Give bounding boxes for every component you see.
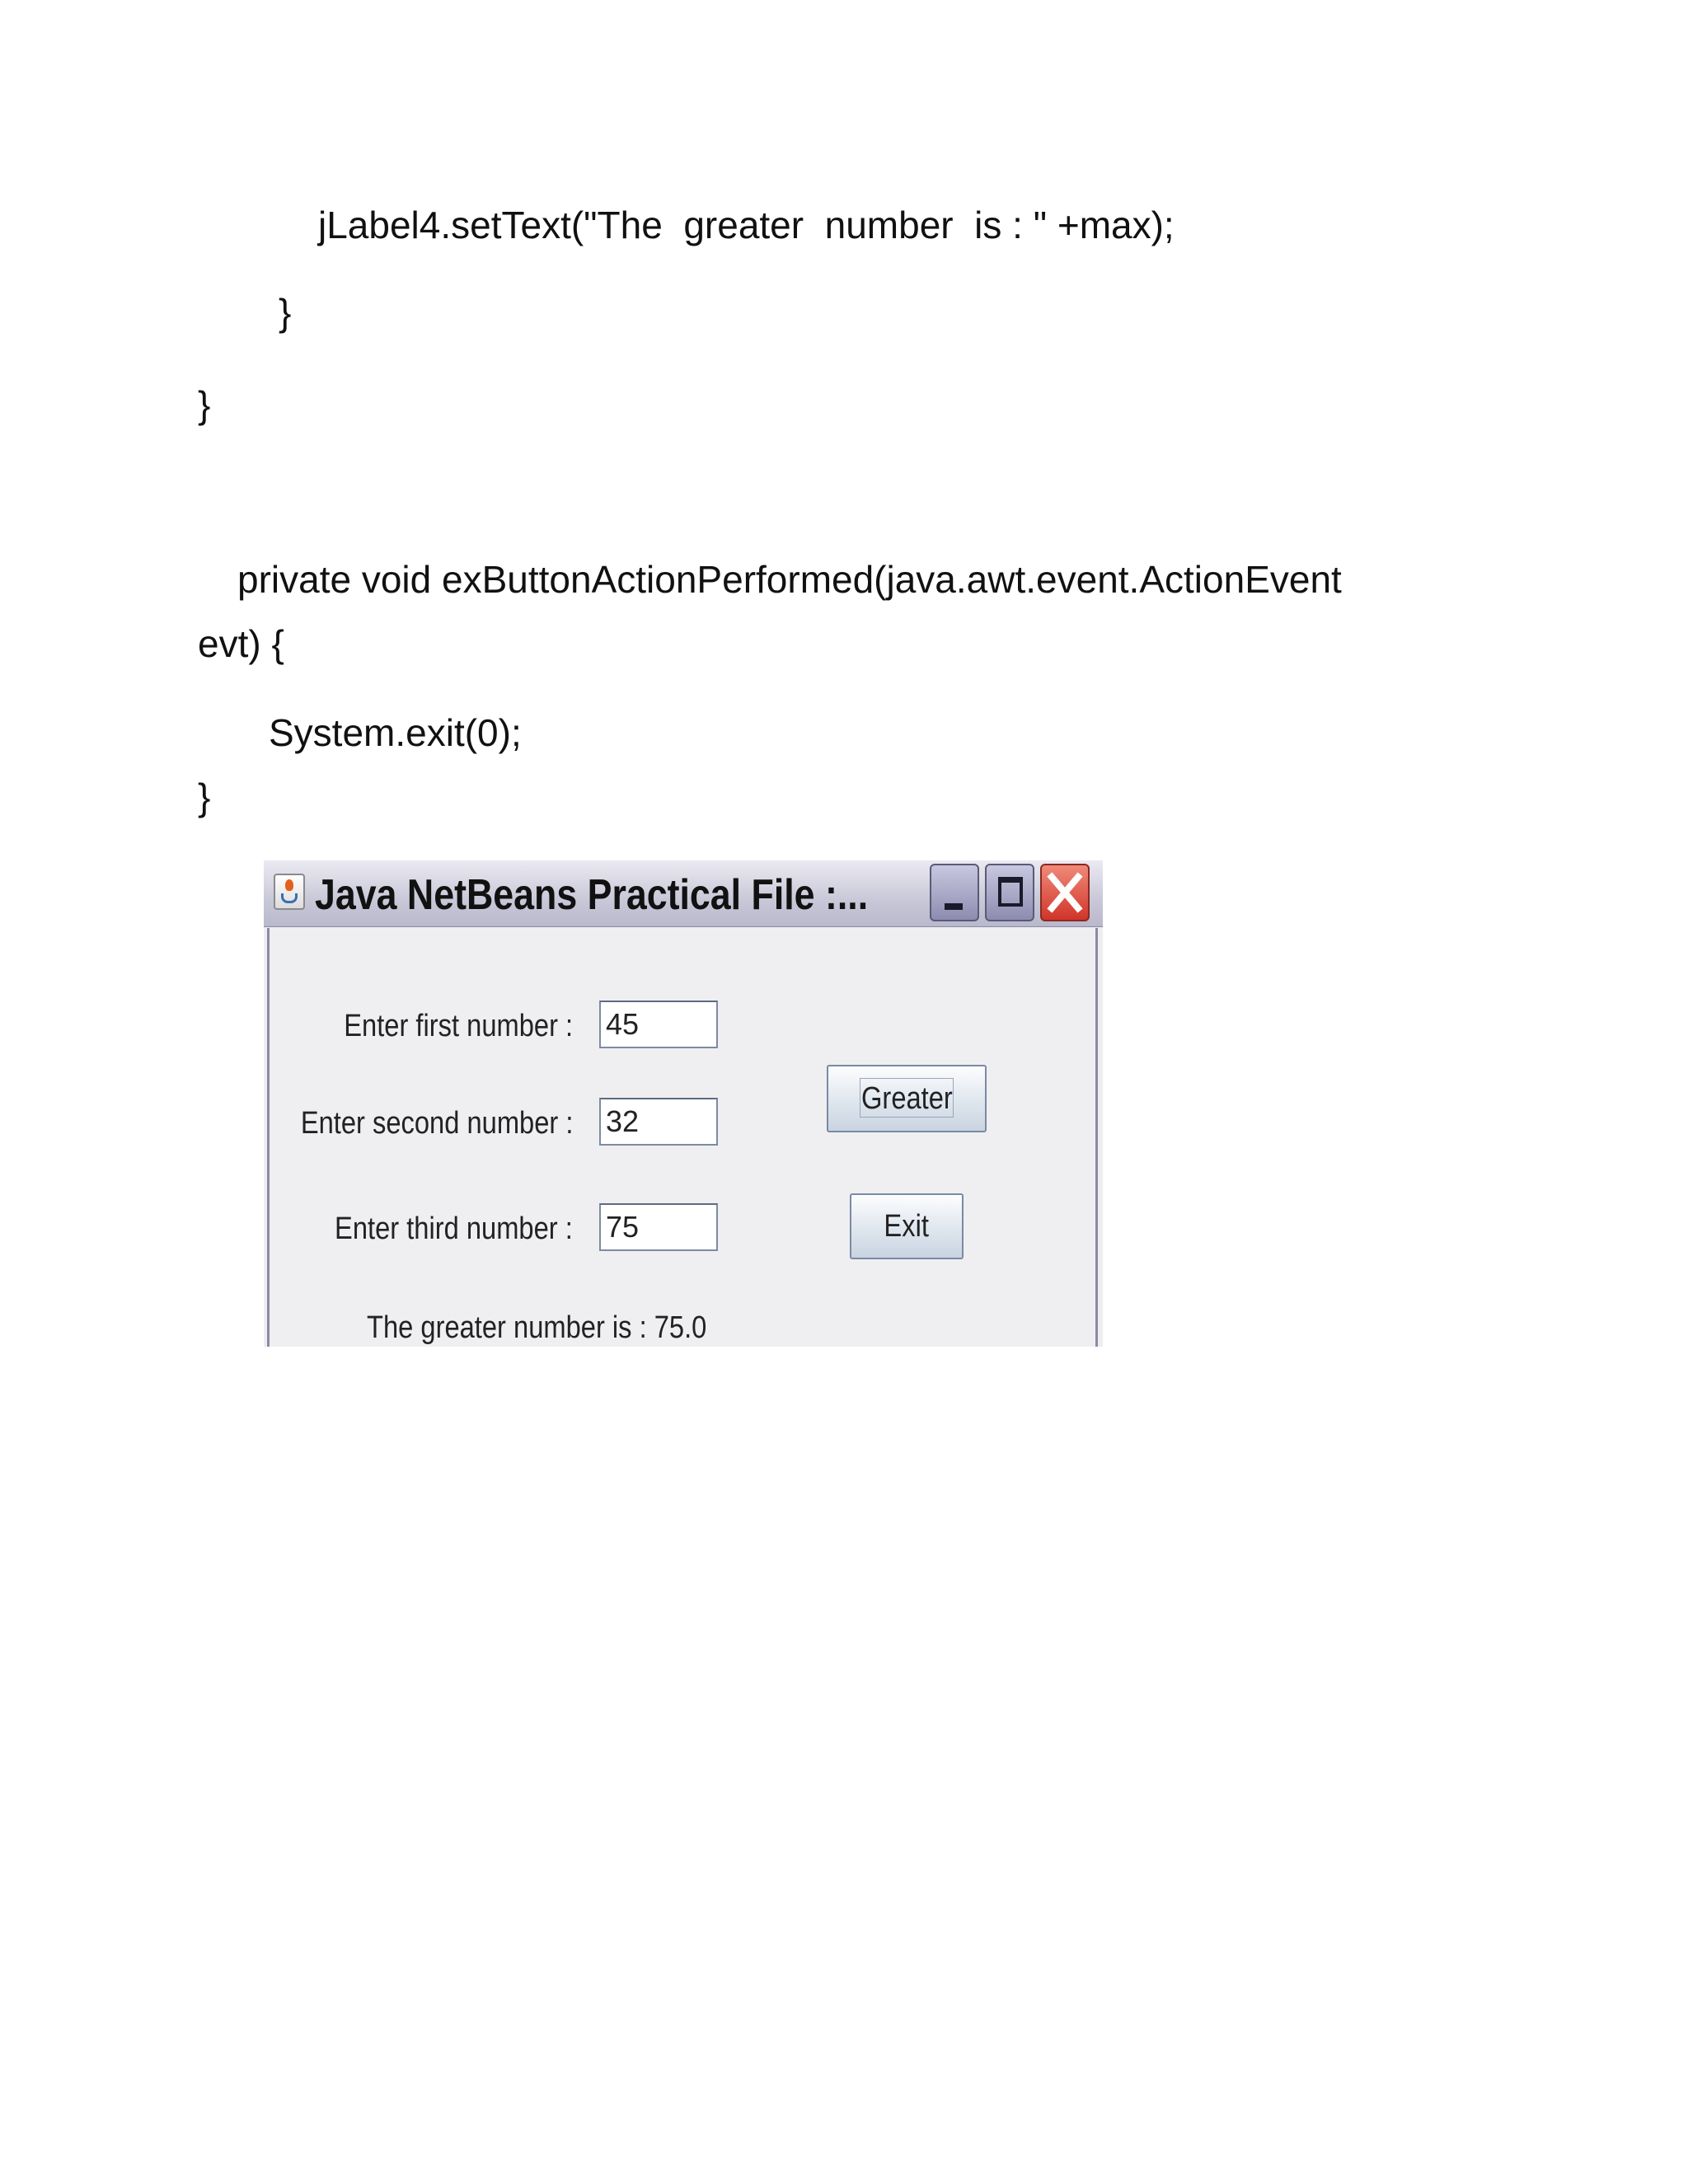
- close-icon: [1042, 865, 1088, 920]
- code-line-system-exit: System.exit(0);: [269, 711, 522, 754]
- second-number-field[interactable]: [599, 1098, 718, 1146]
- first-number-label: Enter first number :: [344, 1009, 573, 1043]
- minimize-button[interactable]: [930, 864, 979, 921]
- first-number-field[interactable]: [599, 1001, 718, 1048]
- third-number-label: Enter third number :: [335, 1212, 573, 1246]
- greater-button[interactable]: [827, 1065, 987, 1132]
- java-cup-icon: [274, 874, 305, 910]
- code-line-method-params: evt) {: [198, 622, 284, 665]
- close-button[interactable]: [1040, 864, 1090, 921]
- second-number-label: Enter second number :: [300, 1106, 573, 1141]
- code-line-set-text: jLabel4.setText("The greater number is : " +max);: [318, 204, 1175, 246]
- result-label: The greater number is : 75.0: [367, 1310, 707, 1345]
- window-title: Java NetBeans Practical File :...: [315, 871, 869, 919]
- code-line-method-signature: private void exButtonActionPerformed(java.awt.event.ActionEvent: [237, 558, 1342, 601]
- minimize-icon: [945, 903, 963, 910]
- exit-button[interactable]: [850, 1193, 964, 1259]
- third-number-field[interactable]: [599, 1203, 718, 1251]
- greater-button-label: Greater: [860, 1080, 953, 1116]
- app-window-screenshot: [264, 860, 1103, 1347]
- code-line-close-brace: }: [198, 776, 211, 818]
- maximize-icon: [998, 877, 1023, 907]
- maximize-button[interactable]: [985, 864, 1034, 921]
- exit-button-label: Exit: [884, 1208, 930, 1244]
- code-line-close-brace: }: [198, 383, 211, 426]
- window-titlebar[interactable]: [264, 860, 1103, 927]
- window-content: [267, 928, 1098, 1347]
- code-line-close-brace: }: [279, 291, 292, 334]
